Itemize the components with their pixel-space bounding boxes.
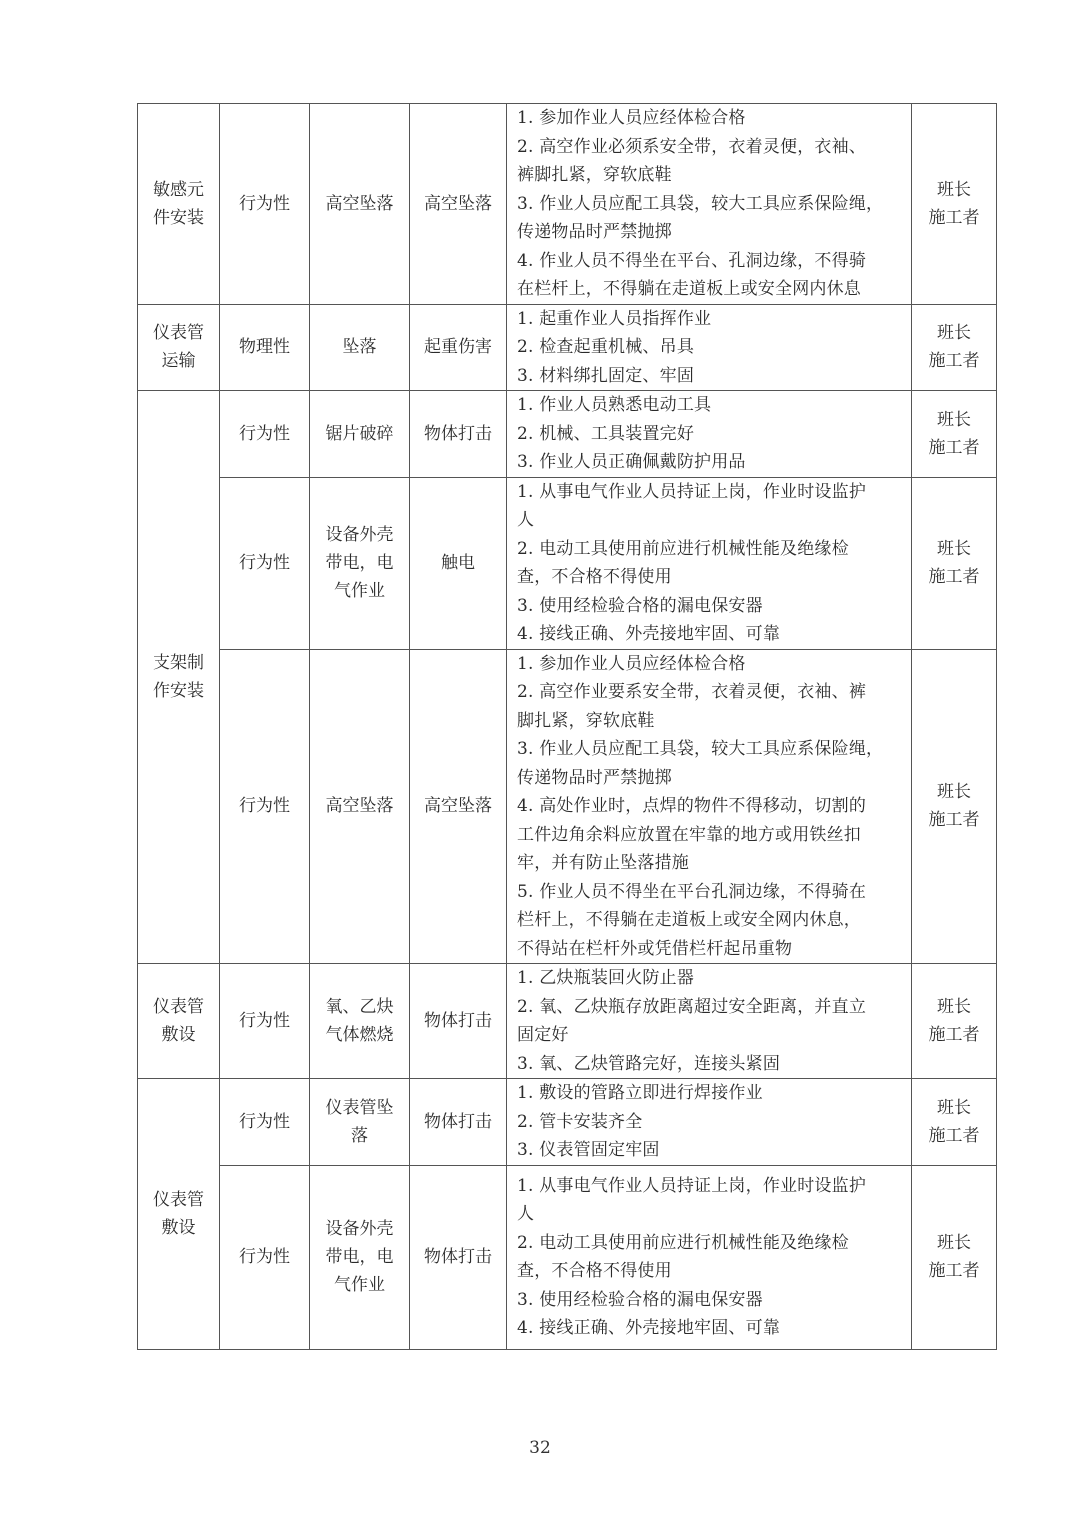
responsible-cell: 班长 施工者 — [912, 1079, 997, 1166]
type-cell: 物理性 — [220, 304, 310, 391]
table-row — [138, 391, 997, 478]
accident-cell: 起重伤害 — [410, 304, 507, 391]
responsible-cell: 班长 施工者 — [912, 649, 997, 964]
type-cell: 行为性 — [220, 1165, 310, 1349]
hazard-cell: 设备外壳 带电，电 气作业 — [310, 1165, 410, 1349]
task-cell: 支架制 作安装 — [138, 391, 220, 964]
type-cell: 行为性 — [220, 104, 310, 305]
measures-cell: 1. 参加作业人员应经体检合格 2. 高空作业要系安全带，衣着灵便，衣袖、裤 脚扎紧，穿软底鞋 3. 作业人员应配工具袋，较大工具应系保险绳， 传递物品时严禁抛掷 4. 高处作业时，点焊的物件不得移动，切割的 工件边角余料应放置在牢靠的地方或用铁丝扣 牢，并有防止坠落措施 5. 作业人员不得坐在平台孔洞边缘，不得骑在 栏杆上，不得躺在走道板上或安全网内休息， 不得站在栏杆外或凭借栏杆起吊重物 — [507, 649, 912, 964]
accident-cell: 高空坠落 — [410, 649, 507, 964]
table-row — [138, 304, 997, 391]
table-row — [138, 104, 997, 305]
hazard-cell: 高空坠落 — [310, 649, 410, 964]
measures-cell: 1. 从事电气作业人员持证上岗，作业时设监护 人 2. 电动工具使用前应进行机械性能及绝缘检 查，不合格不得使用 3. 使用经检验合格的漏电保安器 4. 接线正确、外壳接地牢固、可靠 — [507, 1165, 912, 1349]
type-cell: 行为性 — [220, 1079, 310, 1166]
measures-cell: 1. 参加作业人员应经体检合格 2. 高空作业必须系安全带，衣着灵便，衣袖、 裤脚扎紧，穿软底鞋 3. 作业人员应配工具袋，较大工具应系保险绳， 传递物品时严禁抛掷 4. 作业人员不得坐在平台、孔洞边缘，不得骑 在栏杆上，不得躺在走道板上或安全网内休息 — [507, 104, 912, 305]
measures-cell: 1. 敷设的管路立即进行焊接作业 2. 管卡安装齐全 3. 仪表管固定牢固 — [507, 1079, 912, 1166]
responsible-cell: 班长 施工者 — [912, 304, 997, 391]
page-number: 32 — [529, 1438, 551, 1458]
accident-cell: 物体打击 — [410, 1165, 507, 1349]
measures-cell: 1. 乙炔瓶装回火防止器 2. 氧、乙炔瓶存放距离超过安全距离，并直立 固定好 3. 氧、乙炔管路完好，连接头紧固 — [507, 964, 912, 1079]
responsible-cell: 班长 施工者 — [912, 104, 997, 305]
accident-cell: 物体打击 — [410, 1079, 507, 1166]
type-cell: 行为性 — [220, 964, 310, 1079]
type-cell: 行为性 — [220, 391, 310, 478]
table-row — [138, 649, 997, 964]
type-cell: 行为性 — [220, 477, 310, 649]
task-cell: 仪表管 运输 — [138, 304, 220, 391]
measures-cell: 1. 作业人员熟悉电动工具 2. 机械、工具装置完好 3. 作业人员正确佩戴防护用品 — [507, 391, 912, 478]
table-row — [138, 1165, 997, 1349]
table-row — [138, 964, 997, 1079]
task-cell: 仪表管 敷设 — [138, 964, 220, 1079]
task-cell: 敏感元 件安装 — [138, 104, 220, 305]
type-cell: 行为性 — [220, 649, 310, 964]
measures-cell: 1. 从事电气作业人员持证上岗，作业时设监护 人 2. 电动工具使用前应进行机械性能及绝缘检 查，不合格不得使用 3. 使用经检验合格的漏电保安器 4. 接线正确、外壳接地牢固、可靠 — [507, 477, 912, 649]
accident-cell: 物体打击 — [410, 391, 507, 478]
hazard-cell: 高空坠落 — [310, 104, 410, 305]
responsible-cell: 班长 施工者 — [912, 1165, 997, 1349]
responsible-cell: 班长 施工者 — [912, 964, 997, 1079]
accident-cell: 高空坠落 — [410, 104, 507, 305]
hazard-cell: 仪表管坠 落 — [310, 1079, 410, 1166]
table-row — [138, 477, 997, 649]
table-row — [138, 1079, 997, 1166]
hazard-control-table — [137, 103, 997, 1350]
task-cell: 仪表管 敷设 — [138, 1079, 220, 1350]
hazard-cell: 设备外壳 带电，电 气作业 — [310, 477, 410, 649]
accident-cell: 触电 — [410, 477, 507, 649]
accident-cell: 物体打击 — [410, 964, 507, 1079]
measures-cell: 1. 起重作业人员指挥作业 2. 检查起重机械、吊具 3. 材料绑扎固定、牢固 — [507, 304, 912, 391]
hazard-cell: 氧、乙炔 气体燃烧 — [310, 964, 410, 1079]
hazard-cell: 坠落 — [310, 304, 410, 391]
responsible-cell: 班长 施工者 — [912, 391, 997, 478]
responsible-cell: 班长 施工者 — [912, 477, 997, 649]
hazard-cell: 锯片破碎 — [310, 391, 410, 478]
